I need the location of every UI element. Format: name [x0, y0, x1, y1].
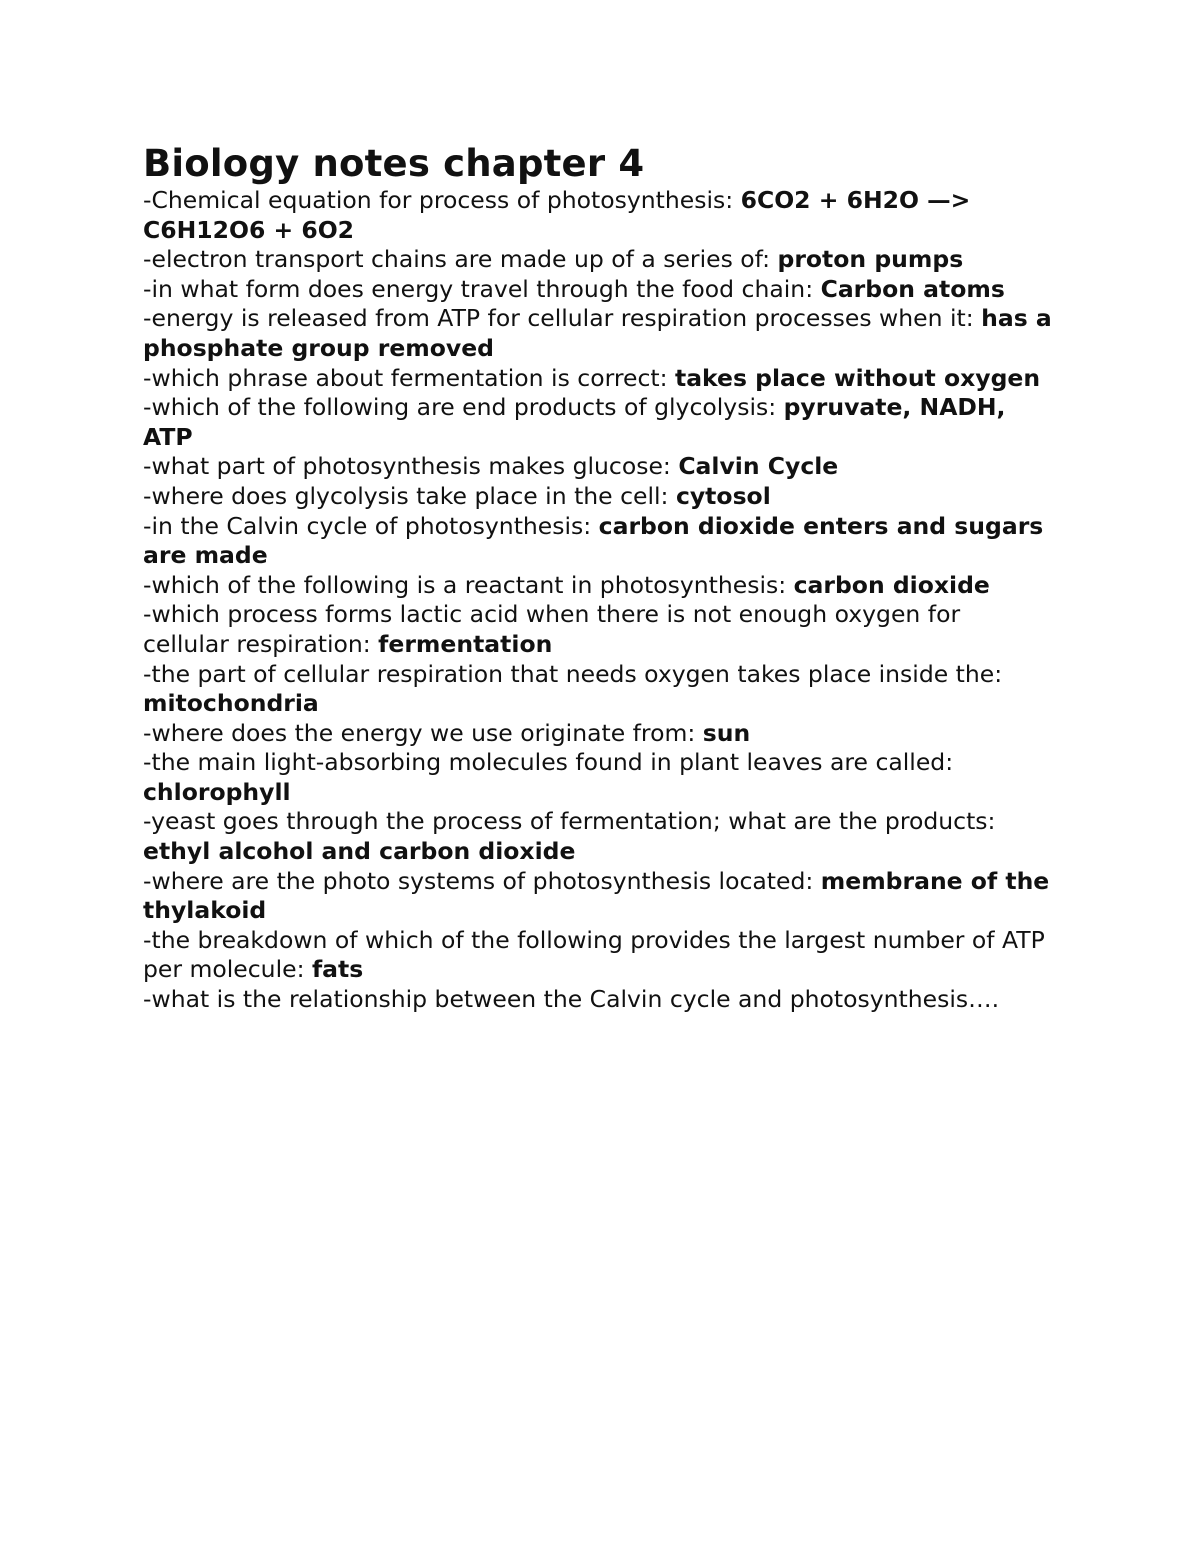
note-item	[143, 304, 1053, 363]
note-answer: carbon dioxide enters and sugars are made	[143, 511, 1044, 570]
note-answer: has a phosphate group removed	[143, 304, 1052, 362]
note-answer: takes place without oxygen	[674, 363, 1041, 392]
note-answer: ethyl alcohol and carbon dioxide	[143, 837, 576, 866]
note-question: -which process forms lactic acid when there is not enough oxygen for cellular respiration:	[143, 600, 961, 658]
document-page	[143, 142, 1053, 1015]
note-item	[143, 482, 1053, 512]
note-answer: Calvin Cycle	[678, 452, 839, 481]
note-answer: fermentation	[378, 629, 553, 658]
note-answer: membrane of the thylakoid	[143, 866, 1050, 925]
note-item	[143, 807, 1053, 866]
note-question: -which of the following is a reactant in photosynthesis:	[143, 570, 794, 599]
note-question: -electron transport chains are made up of a series of:	[143, 245, 778, 274]
note-item	[143, 985, 1053, 1015]
note-item	[143, 867, 1053, 926]
note-answer: chlorophyll	[143, 777, 291, 806]
note-item	[143, 719, 1053, 749]
note-question: -which phrase about fermentation is correct:	[143, 363, 675, 392]
note-answer: sun	[702, 718, 751, 747]
note-item	[143, 364, 1053, 394]
note-answer: cytosol	[675, 481, 771, 510]
note-answer: proton pumps	[777, 245, 964, 274]
note-item	[143, 571, 1053, 601]
note-item	[143, 393, 1053, 452]
note-item	[143, 275, 1053, 305]
note-question: -where are the photo systems of photosynthesis located:	[143, 866, 821, 895]
note-answer: 6CO2 + 6H2O —> C6H12O6 + 6O2	[143, 186, 971, 244]
note-question: -which of the following are end products of glycolysis:	[143, 393, 784, 422]
document-title: Biology notes chapter 4	[143, 142, 645, 185]
note-question: -in what form does energy travel through the food chain:	[143, 274, 821, 303]
note-question: -yeast goes through the process of fermentation; what are the products:	[143, 807, 996, 836]
note-item	[143, 600, 1053, 659]
note-question: -in the Calvin cycle of photosynthesis:	[143, 511, 599, 540]
note-question: -the part of cellular respiration that needs oxygen takes place inside the:	[143, 659, 1003, 688]
note-question: -the main light-absorbing molecules found in plant leaves are called:	[143, 748, 954, 777]
note-question: -the breakdown of which of the following provides the largest number of ATP per molecule:	[143, 925, 1045, 984]
note-item	[143, 748, 1053, 807]
note-item	[143, 452, 1053, 482]
note-item	[143, 660, 1053, 719]
note-question: -where does the energy we use originate from:	[143, 718, 703, 747]
note-item	[143, 186, 1053, 245]
note-question: -where does glycolysis take place in the cell:	[143, 481, 676, 510]
note-question: -Chemical equation for process of photosynthesis:	[143, 186, 741, 214]
note-item	[143, 245, 1053, 275]
note-item	[143, 926, 1053, 985]
note-answer: pyruvate, NADH, ATP	[143, 393, 1006, 451]
note-question: -what is the relationship between the Calvin cycle and photosynthesis….	[143, 985, 1000, 1014]
note-answer: carbon dioxide	[793, 570, 990, 599]
note-answer: fats	[311, 955, 364, 984]
note-answer: Carbon atoms	[820, 274, 1005, 303]
note-question: -what part of photosynthesis makes glucose:	[143, 452, 679, 481]
note-item	[143, 512, 1053, 571]
note-question: -energy is released from ATP for cellular respiration processes when it:	[143, 304, 982, 333]
note-answer: mitochondria	[143, 689, 319, 718]
